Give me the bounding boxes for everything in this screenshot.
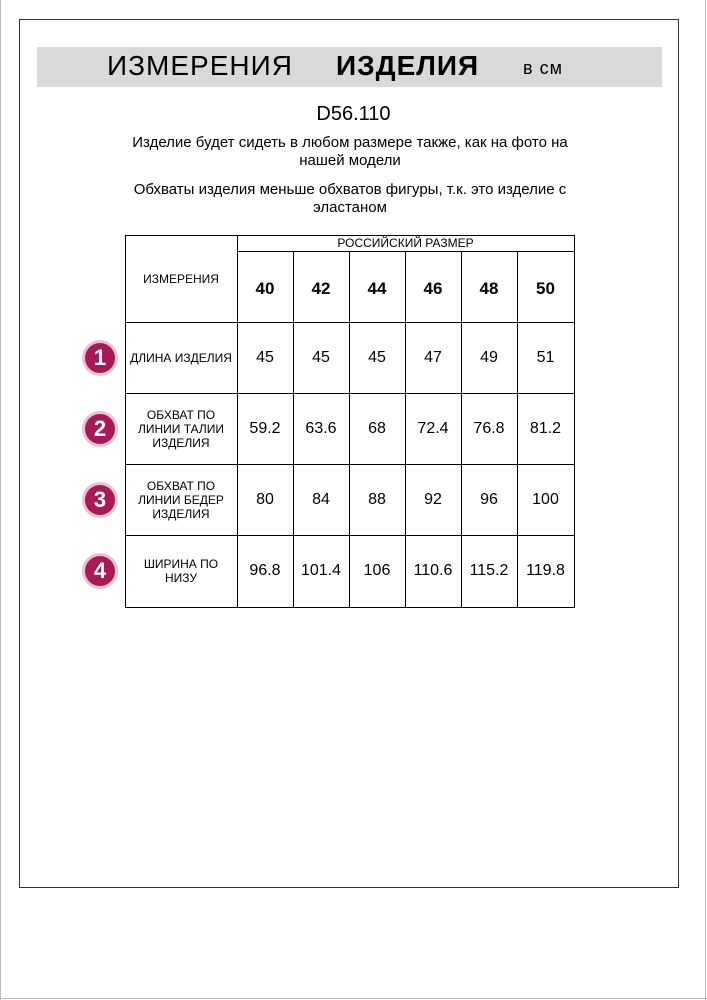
row-label: ДЛИНА ИЗДЕЛИЯ [130,350,232,365]
page-edge-right [705,0,706,1000]
table-cell: 101.4 [300,562,342,579]
table-cell: 96 [480,490,498,508]
row-number-badge: 2 [85,414,115,444]
table-cell: 76.8 [473,419,505,437]
table-cell: 115.2 [469,562,509,579]
table-cell: 92 [424,490,442,508]
table-cell: 51 [536,348,555,366]
table-cell: 63.6 [305,419,337,437]
row-number-badge: 1 [85,343,115,373]
size-header: 44 [367,278,387,298]
size-header: 50 [536,278,555,298]
row-label: ШИРИНА ПО НИЗУ [143,557,219,585]
table-cell: 59.2 [249,419,281,437]
table-cell: 88 [368,490,386,508]
table-cell: 119.8 [526,562,565,579]
title-unit: в см [523,58,563,78]
product-code: D56.110 [316,103,391,125]
table-cell: 68 [368,419,386,437]
fit-note: Изделие будет сидеть в любом размере также, как на фото на нашей модели [132,134,568,169]
table-group-divider [237,251,575,252]
table-cell: 84 [312,490,330,508]
table-cell: 45 [368,348,386,366]
table-cell: 96.8 [249,562,281,579]
table-cell: 80 [256,490,274,508]
row-label: ОБХВАТ ПО ЛИНИИ ТАЛИИ ИЗДЕЛИЯ [137,407,225,450]
table-col-line [574,235,575,608]
row-label: ОБХВАТ ПО ЛИНИИ БЕДЕР ИЗДЕЛИЯ [138,478,224,521]
row-number-badge: 4 [85,556,115,586]
russian-size-header: РОССИЙСКИЙ РАЗМЕР [337,236,474,250]
size-header: 42 [311,278,331,298]
measure-column-header: ИЗМЕРЕНИЯ [143,271,219,286]
size-header: 40 [255,278,275,298]
row-number-badge: 3 [85,485,115,515]
table-cell: 45 [312,348,330,366]
table-cell: 49 [480,348,498,366]
table-cell: 100 [532,490,559,508]
table-row-line [125,607,575,608]
table-cell: 45 [256,348,274,366]
page-edge-bottom [0,998,707,999]
table-cell: 110.6 [413,562,453,579]
table-cell: 81.2 [529,419,562,437]
table-cell: 47 [424,348,442,366]
page-edge-left [0,0,1,1000]
table-cell: 72.4 [417,419,449,437]
size-header: 48 [479,278,499,298]
elastane-note: Обхваты изделия меньше обхватов фигуры, т.к. это изделие с эластаном [133,181,567,216]
title-word-product: ИЗДЕЛИЯ [336,50,480,81]
size-header: 46 [423,278,443,298]
title-word-measurements: ИЗМЕРЕНИЯ [107,50,293,81]
table-cell: 106 [363,562,391,579]
